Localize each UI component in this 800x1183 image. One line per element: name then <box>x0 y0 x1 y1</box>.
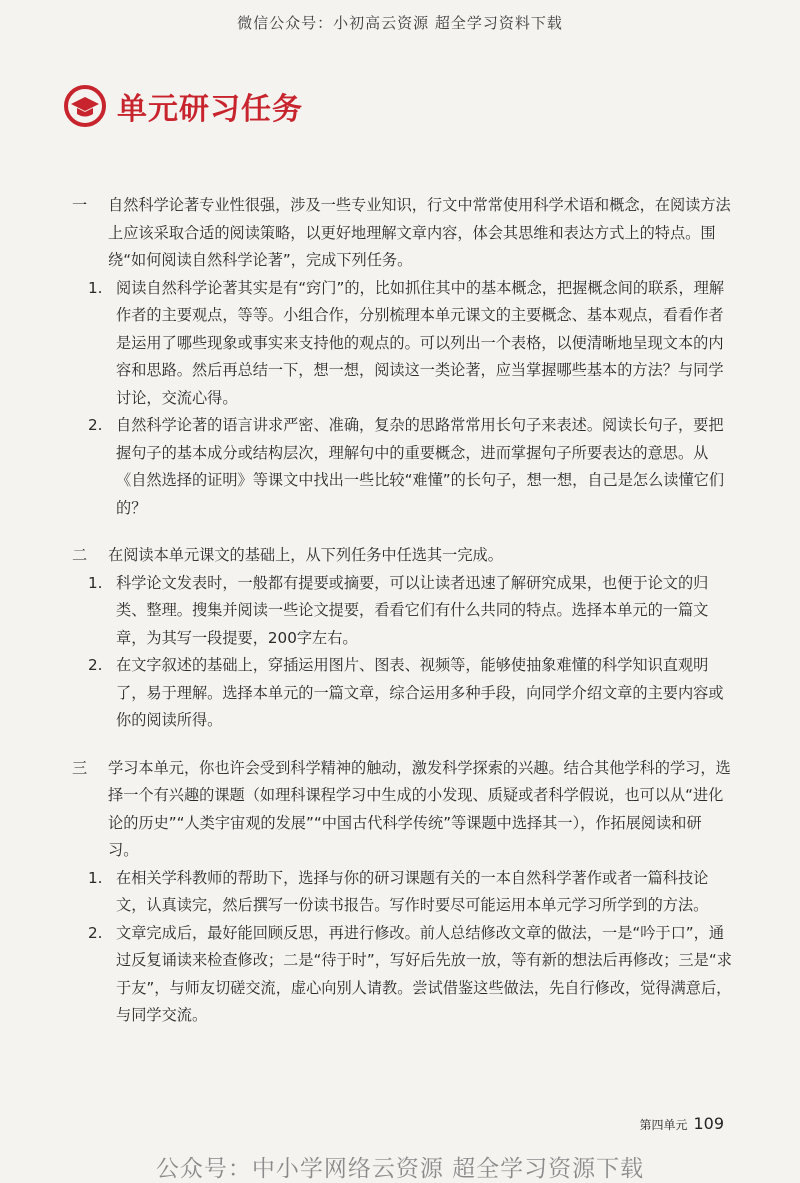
subtask-number: 1. <box>88 573 103 592</box>
subtask <box>88 275 732 413</box>
subtask-number: 2. <box>88 923 103 942</box>
task-3 <box>72 755 732 1030</box>
subtask-text: 在文字叙述的基础上，穿插运用图片、图表、视频等，能够使抽象难懂的科学知识直观明了，易于理解。选择本单元的一篇文章，综合运用多种手段，向同学介绍文章的主要内容或你的阅读所得。 <box>116 656 724 729</box>
subtask-text: 文章完成后，最好能回顾反思，再进行修改。前人总结修改文章的做法，一是“吟于口”，通过反复诵读来检查修改；二是“待于时”，写好后先放一放，等有新的想法后再修改；三是“求于友”，与师友切磋交流，虚心向别人请教。尝试借鉴这些做法，先自行修改，觉得满意后，与同学交流。 <box>116 923 732 1024</box>
subtask <box>88 865 732 920</box>
task-intro: 在阅读本单元课文的基础上，从下列任务中任选其一完成。 <box>108 546 503 564</box>
top-watermark: 微信公众号：小初高云资源 超全学习资料下载 <box>237 14 563 32</box>
subtask-text: 科学论文发表时，一般都有提要或摘要，可以让读者迅速了解研究成果，也便于论文的归类、整理。搜集并阅读一些论文提要，看看它们有什么共同的特点。选择本单元的一篇文章，为其写一段提要，200字左右。 <box>116 573 709 647</box>
page-footer <box>639 1114 724 1133</box>
subtask <box>88 652 732 735</box>
task-1 <box>72 192 732 522</box>
subtask-text: 在相关学科教师的帮助下，选择与你的研习课题有关的一本自然科学著作或者一篇科技论文，认真读完，然后撰写一份读书报告。写作时要尽可能运用本单元学习所学到的方法。 <box>116 868 709 914</box>
graduation-cap-icon <box>63 84 107 128</box>
task-intro: 学习本单元，你也许会受到科学精神的触动，激发科学探索的兴趣。结合其他学科的学习，选择一个有兴趣的课题（如理科课程学习中生成的小发现、质疑或者科学假说，也可以从“进化论的历史”“人类宇宙观的发展”“中国古代科学传统”等课题中选择其一），作拓展阅读和研习。 <box>108 758 731 859</box>
bottom-watermark: 公众号：中小学网络云资源 超全学习资源下载 <box>155 1156 645 1182</box>
section-header <box>63 84 303 128</box>
subtask <box>88 920 732 1030</box>
task-intro: 自然科学论著专业性很强，涉及一些专业知识，行文中常常使用科学术语和概念，在阅读方法上应该采取合适的阅读策略，以更好地理解文章内容，体会其思维和表达方式上的特点。围绕“如何阅读自然科学论著”，完成下列任务。 <box>108 196 731 269</box>
subtask-number: 2. <box>88 656 103 674</box>
subtask-number: 1. <box>88 868 103 887</box>
task-2 <box>72 542 732 735</box>
section-title: 单元研习任务 <box>117 92 303 127</box>
task-number: 三 <box>72 758 88 777</box>
task-list <box>72 192 732 1030</box>
footer-unit-label: 第四单元 <box>639 1118 688 1132</box>
page-number: 109 <box>693 1114 724 1133</box>
subtask-text: 自然科学论著的语言讲求严密、准确，复杂的思路常常用长句子来表述。阅读长句子，要把握句子的基本成分或结构层次，理解句中的重要概念，进而掌握句子所要表达的意思。从《自然选择的证明》等课文中找出一些比较“难懂”的长句子，想一想，自己是怎么读懂它们的？ <box>116 416 725 517</box>
task-number: 一 <box>72 196 88 214</box>
subtask <box>88 412 732 522</box>
subtask-number: 1. <box>88 278 103 297</box>
subtask-text: 阅读自然科学论著其实是有“窍门”的，比如抓住其中的基本概念，把握概念间的联系，理解作者的主要观点，等等。小组合作，分别梳理本单元课文的主要概念、基本观点，看看作者是运用了哪些现象或事实来支持他的观点的。可以列出一个表格，以便清晰地呈现文本的内容和思路。然后再总结一下，想一想，阅读这一类论著，应当掌握哪些基本的方法？与同学讨论，交流心得。 <box>116 278 725 407</box>
task-number: 二 <box>72 546 88 564</box>
subtask <box>88 570 732 653</box>
subtask-number: 2. <box>88 416 103 434</box>
